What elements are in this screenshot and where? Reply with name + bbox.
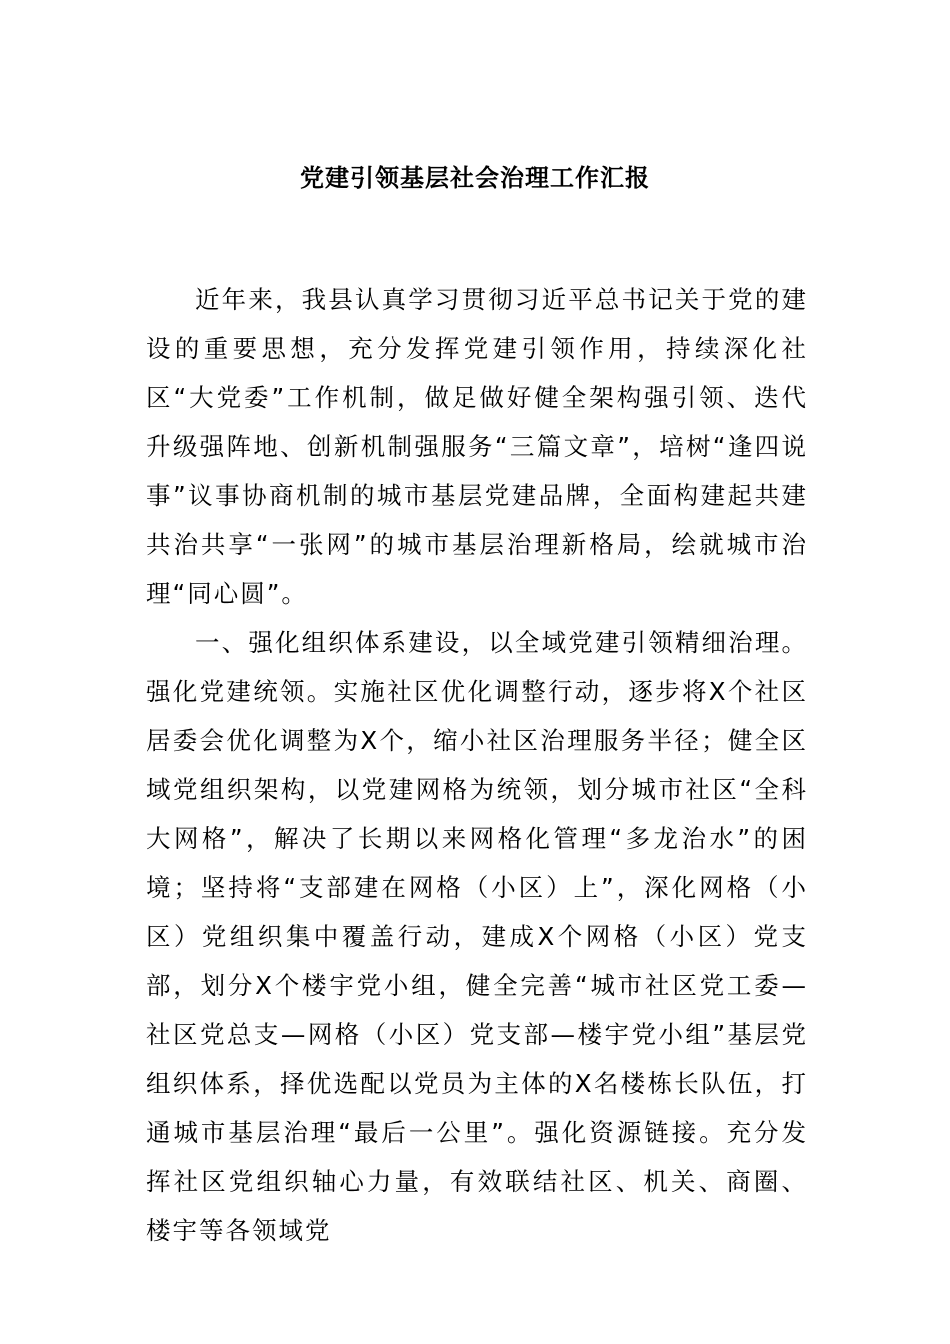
document-title: 党建引领基层社会治理工作汇报 (300, 163, 650, 192)
paragraph-section-one: 一、强化组织体系建设，以全域党建引领精细治理。强化党建统领。实施社区优化调整行动，逐步将X个社区居委会优化调整为X个，缩小社区治理服务半径；健全区域党组织架构，以党建网格为统领，划分城市社区“全科大网格”，解决了长期以来网格化管理“多龙治水”的困境；坚持将“支部建在网格（小区）上”，深化网格（小区）党组织集中覆盖行动，建成X个网格（小区）党支部，划分X个楼宇党小组，健全完善“城市社区党工委—社区党总支—网格（小区）党支部—楼宇党小组”基层党组织体系，择优选配以党员为主体的X名楼栋长队伍，打通城市基层治理“最后一公里”。强化资源链接。充分发挥社区党组织轴心力量，有效联结社区、机关、商圈、楼宇等各领域党 (146, 628, 808, 1245)
paragraph-intro: 近年来，我县认真学习贯彻习近平总书记关于党的建设的重要思想，充分发挥党建引领作用，持续深化社区“大党委”工作机制，做足做好健全架构强引领、迭代升级强阵地、创新机制强服务“三篇文章”，培树“逢四说事”议事协商机制的城市基层党建品牌，全面构建起共建共治共享“一张网”的城市基层治理新格局，绘就城市治理“同心圆”。 (146, 285, 808, 608)
document-body (146, 275, 808, 1255)
